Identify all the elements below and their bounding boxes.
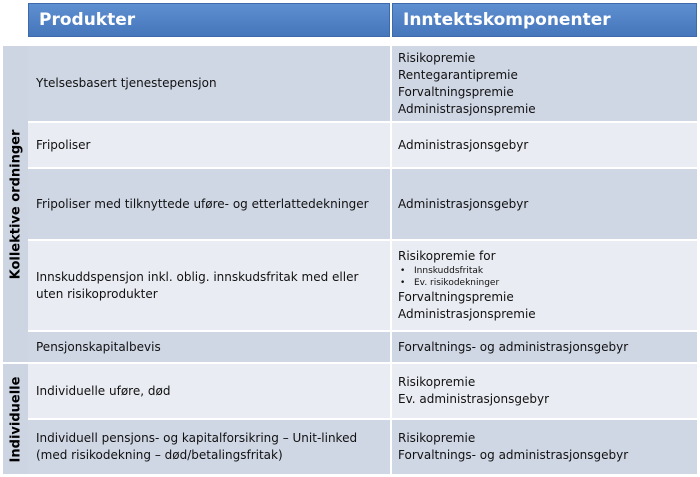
product-name: Individuelle uføre, død — [36, 383, 171, 398]
income-cell — [392, 241, 697, 330]
income-cell — [392, 332, 697, 362]
header-products-label: Produkter — [39, 10, 136, 30]
product-cell — [28, 123, 390, 167]
income-item: Rentegarantipremie — [398, 67, 518, 82]
income-item: Administrasjonspremie — [398, 307, 536, 321]
product-name: Fripoliser med tilknyttede uføre- og etterlattedekninger — [36, 196, 369, 211]
header-products — [28, 3, 390, 37]
table-row — [28, 123, 697, 167]
table-row — [28, 169, 697, 239]
income-cell — [392, 169, 697, 239]
income-bullet: • Innskuddsfritak — [398, 265, 697, 277]
table-row — [28, 46, 697, 121]
product-cell — [28, 46, 390, 121]
income-item: Ev. administrasjonsgebyr — [398, 392, 549, 406]
income-item: Risikopremie — [398, 375, 476, 389]
income-item: Administrasjonsgebyr — [398, 137, 529, 152]
income-item: Forvaltnings- og administrasjonsgebyr — [398, 339, 629, 354]
product-cell — [28, 364, 390, 418]
product-cell — [28, 241, 390, 330]
income-cell — [392, 46, 697, 121]
product-name-line: Individuell pensjons- og kapitalforsikring – Unit-linked — [36, 431, 358, 445]
income-item: Administrasjonsgebyr — [398, 196, 529, 211]
product-name: Fripoliser — [36, 137, 91, 152]
header-income-label: Inntektskomponenter — [403, 10, 611, 30]
table-row — [28, 332, 697, 362]
product-cell — [28, 169, 390, 239]
table-row — [28, 241, 697, 330]
income-cell — [392, 364, 697, 418]
income-item: Risikopremie for — [398, 249, 496, 263]
table-row — [28, 364, 697, 418]
table-row — [28, 420, 697, 474]
income-item: Forvaltnings- og administrasjonsgebyr — [398, 448, 629, 462]
product-name-line: Innskuddspensjon inkl. oblig. innskudsfritak med eller — [36, 269, 359, 284]
income-item: Administrasjonspremie — [398, 101, 536, 116]
product-name-line: uten risikoprodukter — [36, 286, 158, 301]
income-bullet: • Ev. risikodekninger — [398, 277, 697, 289]
product-name: Pensjonskapitalbevis — [36, 339, 161, 354]
income-cell — [392, 420, 697, 474]
group-label-collective — [3, 46, 28, 362]
product-cell — [28, 332, 390, 362]
product-name-line: (med risikodekning – død/betalingsfritak) — [36, 448, 283, 462]
header-income-components — [392, 3, 697, 37]
product-name: Ytelsesbasert tjenestepensjon — [36, 76, 217, 90]
income-item: Risikopremie — [398, 50, 476, 65]
product-cell — [28, 420, 390, 474]
group-collective-text: Kollektive ordninger — [8, 129, 24, 279]
group-label-individual — [3, 364, 28, 474]
income-item: Forvaltningspremie — [398, 290, 514, 304]
group-individual-text: Individuelle — [8, 376, 24, 462]
income-item: Risikopremie — [398, 431, 476, 445]
income-item: Forvaltningspremie — [398, 84, 514, 99]
income-cell — [392, 123, 697, 167]
